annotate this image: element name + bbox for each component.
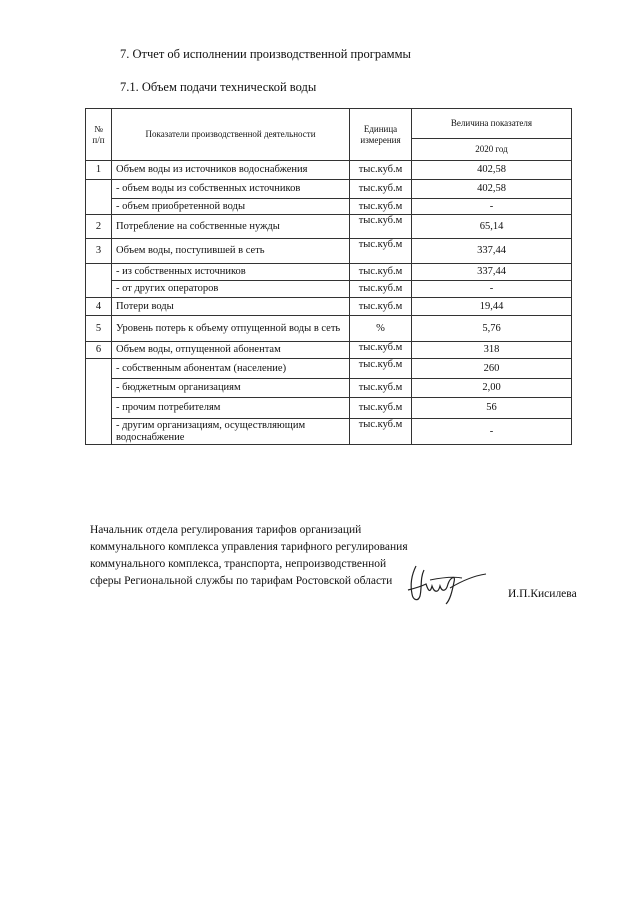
table-row (86, 316, 572, 342)
row-label: - от других операторов (112, 281, 350, 298)
row-label: - объем воды из собственных источников (112, 180, 350, 199)
row-value: 65,14 (412, 215, 572, 239)
section-heading: 7. Отчет об исполнении производственной программы (120, 47, 411, 61)
production-table (85, 108, 572, 445)
table-row (86, 342, 572, 359)
subsection-heading: 7.1. Объем подачи технической воды (120, 80, 317, 94)
row-value: 337,44 (412, 264, 572, 281)
row-unit: тыс.куб.м (350, 264, 412, 281)
row-unit: тыс.куб.м (350, 161, 412, 180)
signer-position: Начальник отдела регулирования тарифов организаций коммунального комплекса управления тарифного регулирования коммунального комплекса, транспорта, непроизводственной сферы Региональной службы по тарифам Ростовской области (90, 524, 408, 587)
row-label: Потребление на собственные нужды (112, 215, 350, 239)
header-num: № п/п (86, 109, 112, 161)
row-label: Потери воды (112, 298, 350, 316)
row-label: - объем приобретенной воды (112, 199, 350, 215)
row-value: 260 (412, 359, 572, 379)
row-unit: тыс.куб.м (350, 180, 412, 199)
row-value: 5,76 (412, 316, 572, 342)
row-label: - бюджетным организациям (112, 379, 350, 398)
row-value: - (412, 419, 572, 445)
table-row (86, 239, 572, 264)
row-label: Объем воды, поступившей в сеть (112, 239, 350, 264)
header-year: 2020 год (412, 139, 572, 161)
row-label: - из собственных источников (112, 264, 350, 281)
row-value: - (412, 281, 572, 298)
row-value: 318 (412, 342, 572, 359)
header-value-group: Величина показателя (412, 109, 572, 139)
row-label: Объем воды, отпущенной абонентам (112, 342, 350, 359)
row-num (86, 180, 112, 215)
row-unit: тыс.куб.м (350, 298, 412, 316)
row-num (86, 359, 112, 445)
table-row (86, 379, 572, 398)
row-unit: тыс.куб.м (350, 342, 412, 359)
row-value: 402,58 (412, 161, 572, 180)
row-value: 2,00 (412, 379, 572, 398)
header-unit: Единица измерения (350, 109, 412, 161)
row-num: 3 (86, 239, 112, 264)
row-value: 19,44 (412, 298, 572, 316)
row-value: 402,58 (412, 180, 572, 199)
table-row (86, 298, 572, 316)
row-num: 5 (86, 316, 112, 342)
row-unit: тыс.куб.м (350, 239, 412, 264)
row-unit: тыс.куб.м (350, 281, 412, 298)
row-unit: тыс.куб.м (350, 199, 412, 215)
signer-name: И.П.Кисилева (508, 588, 577, 600)
table-row (86, 199, 572, 215)
row-value: 337,44 (412, 239, 572, 264)
row-num: 2 (86, 215, 112, 239)
table-row (86, 359, 572, 379)
row-label: Уровень потерь к объему отпущенной воды в сеть (112, 316, 350, 342)
row-unit: тыс.куб.м (350, 398, 412, 419)
row-unit: тыс.куб.м (350, 379, 412, 398)
row-unit: тыс.куб.м (350, 359, 412, 379)
row-label: - другим организациям, осуществляющим водоснабжение (112, 419, 350, 445)
table-row (86, 419, 572, 445)
row-value: - (412, 199, 572, 215)
row-num: 1 (86, 161, 112, 180)
row-unit: % (350, 316, 412, 342)
table-row (86, 398, 572, 419)
row-unit: тыс.куб.м (350, 419, 412, 445)
table-row (86, 215, 572, 239)
row-num: 6 (86, 342, 112, 359)
row-unit: тыс.куб.м (350, 215, 412, 239)
table-row (86, 161, 572, 180)
table-row (86, 180, 572, 199)
header-indicator: Показатели производственной деятельности (112, 109, 350, 161)
table-row (86, 264, 572, 281)
row-label: Объем воды из источников водоснабжения (112, 161, 350, 180)
row-label: - прочим потребителям (112, 398, 350, 419)
row-value: 56 (412, 398, 572, 419)
table-row (86, 281, 572, 298)
row-label: - собственным абонентам (население) (112, 359, 350, 379)
handwritten-signature (400, 560, 490, 606)
row-num: 4 (86, 298, 112, 316)
row-num (86, 264, 112, 298)
